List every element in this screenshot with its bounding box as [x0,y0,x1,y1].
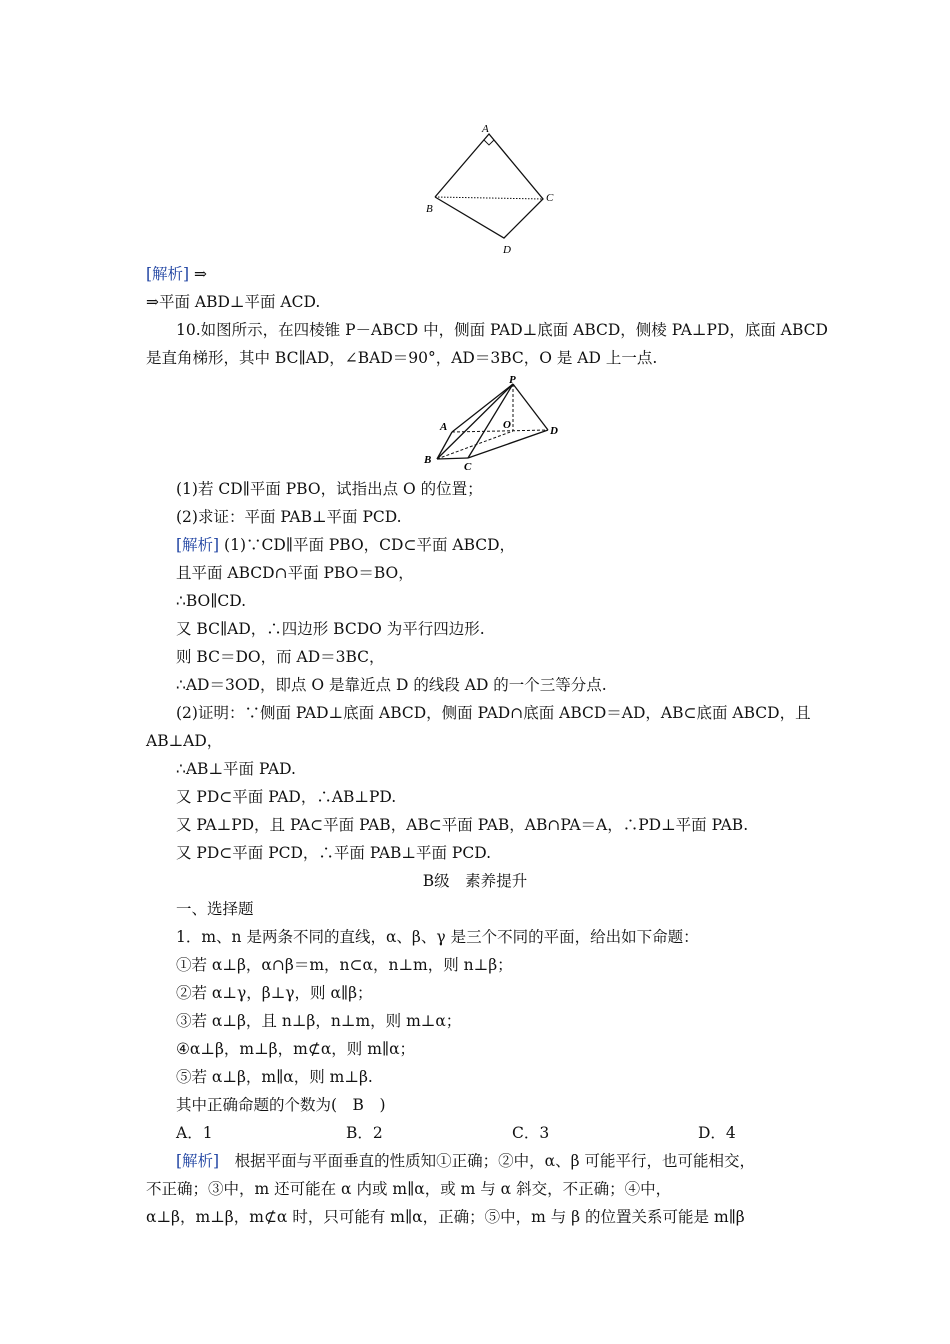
analysis-tag: [解析] [176,1152,220,1170]
proposition-5: ⑤若 α⊥β，m∥α，则 m⊥β. [176,1068,373,1086]
analysis-tag: [解析] [176,536,220,554]
proposition-3: ③若 α⊥β，且 n⊥β，n⊥m，则 m⊥α； [176,1012,462,1030]
sub-question-2: (2)求证：平面 PAB⊥平面 PCD. [176,508,402,526]
solution-line: 又 BC∥AD，∴四边形 BCDO 为平行四边形. [176,620,485,638]
sub-question-1: (1)若 CD∥平面 PBO，试指出点 O 的位置； [176,480,483,498]
fig1-label-c: C [546,192,554,204]
proposition-2: ②若 α⊥γ，β⊥γ，则 α∥β； [176,984,373,1002]
question-10-line-2: 是直角梯形，其中 BC∥AD，∠BAD＝90°，AD＝3BC，O 是 AD 上一点. [146,349,658,367]
fig1-dotted-bc [435,197,543,199]
fig2-label-b: B [424,454,432,466]
edge-ab [437,432,452,459]
fig2-label-c: C [464,461,472,473]
solution-line: 则 BC＝DO，而 AD＝3BC， [176,648,385,666]
fig2-label-o: O [503,419,511,431]
solution-line: ∴AB⊥平面 PAD. [176,760,296,778]
edge-pb [437,384,513,459]
fig1-right-angle-mark [484,140,494,145]
section-heading: B级 素养提升 [422,872,528,890]
solution-line: 又 PD⊂平面 PCD，∴平面 PAB⊥平面 PCD. [176,844,492,862]
proposition-4: ④α⊥β，m⊥β，m⊄α，则 m∥α； [176,1040,416,1058]
solution-line: 又 PA⊥PD，且 PA⊂平面 PAB，AB⊂平面 PAB，AB∩PA＝A，∴PD⊥平面 PAB. [176,816,749,834]
edge-cd [468,430,548,458]
edge-bc [437,458,468,459]
fig2-label-d: D [550,425,558,437]
text-line: ⇒平面 ABD⊥平面 ACD. [146,293,321,311]
edge-pd [513,384,548,430]
analysis-line-3: α⊥β，m⊥β，m⊄α 时，只可能有 m∥α，正确；⑤中，m 与 β 的位置关系可能是 m∥β [146,1208,745,1226]
solution-line: 且平面 ABCD∩平面 PBO＝BO， [176,564,414,582]
fig1-label-b: B [426,203,433,215]
figure-pyramid [420,372,570,474]
solution-line: ∴BO∥CD. [176,592,247,610]
solution-line: ∴AD＝3OD，即点 O 是靠近点 D 的线段 AD 的一个三等分点. [176,676,607,694]
option-d: D．4 [698,1124,736,1142]
fig2-label-p: P [509,374,516,386]
question-1: 1．m、n 是两条不同的直线，α、β、γ 是三个不同的平面，给出如下命题： [176,928,699,946]
solution-line-1: [解析] ⇒ [146,265,208,283]
fig1-outline [435,134,543,238]
solution-line: [解析] (1)∵CD∥平面 PBO，CD⊂平面 ABCD， [176,536,516,554]
solution-line: (2)证明：∵侧面 PAD⊥底面 ABCD，侧面 PAD∩底面 ABCD＝AD，AB⊂底面 ABCD，且 [176,704,811,722]
analysis-line-2: 不正确；③中，m 还可能在 α 内或 m∥α，或 m 与 α 斜交，不正确；④中， [146,1180,672,1198]
option-c: C．3 [512,1124,550,1142]
solution-line: AB⊥AD， [146,732,223,750]
option-b: B．2 [346,1124,383,1142]
analysis-tag: [解析] [146,265,190,283]
solution-line: 又 PD⊂平面 PAD，∴AB⊥PD. [176,788,397,806]
fig2-label-a: A [440,421,448,433]
proposition-1: ①若 α⊥β，α∩β＝m，n⊂α，n⊥m，则 n⊥β； [176,956,513,974]
fig1-label-d: D [503,244,511,256]
subsection-heading: 一、选择题 [176,900,254,918]
analysis-line-1: [解析] 根据平面与平面垂直的性质知①正确；②中，α、β 可能平行，也可能相交， [176,1152,755,1170]
question-10-line-1: 10.如图所示，在四棱锥 P－ABCD 中，侧面 PAD⊥底面 ABCD，侧棱 PA⊥PD，底面 ABCD [176,321,828,339]
option-a: A．1 [176,1124,213,1142]
question-prompt: 其中正确命题的个数为( B ) [176,1096,386,1114]
fig1-label-a: A [482,123,489,135]
edge-bo-dashed [437,431,513,459]
figure-quadrilateral [418,118,568,258]
